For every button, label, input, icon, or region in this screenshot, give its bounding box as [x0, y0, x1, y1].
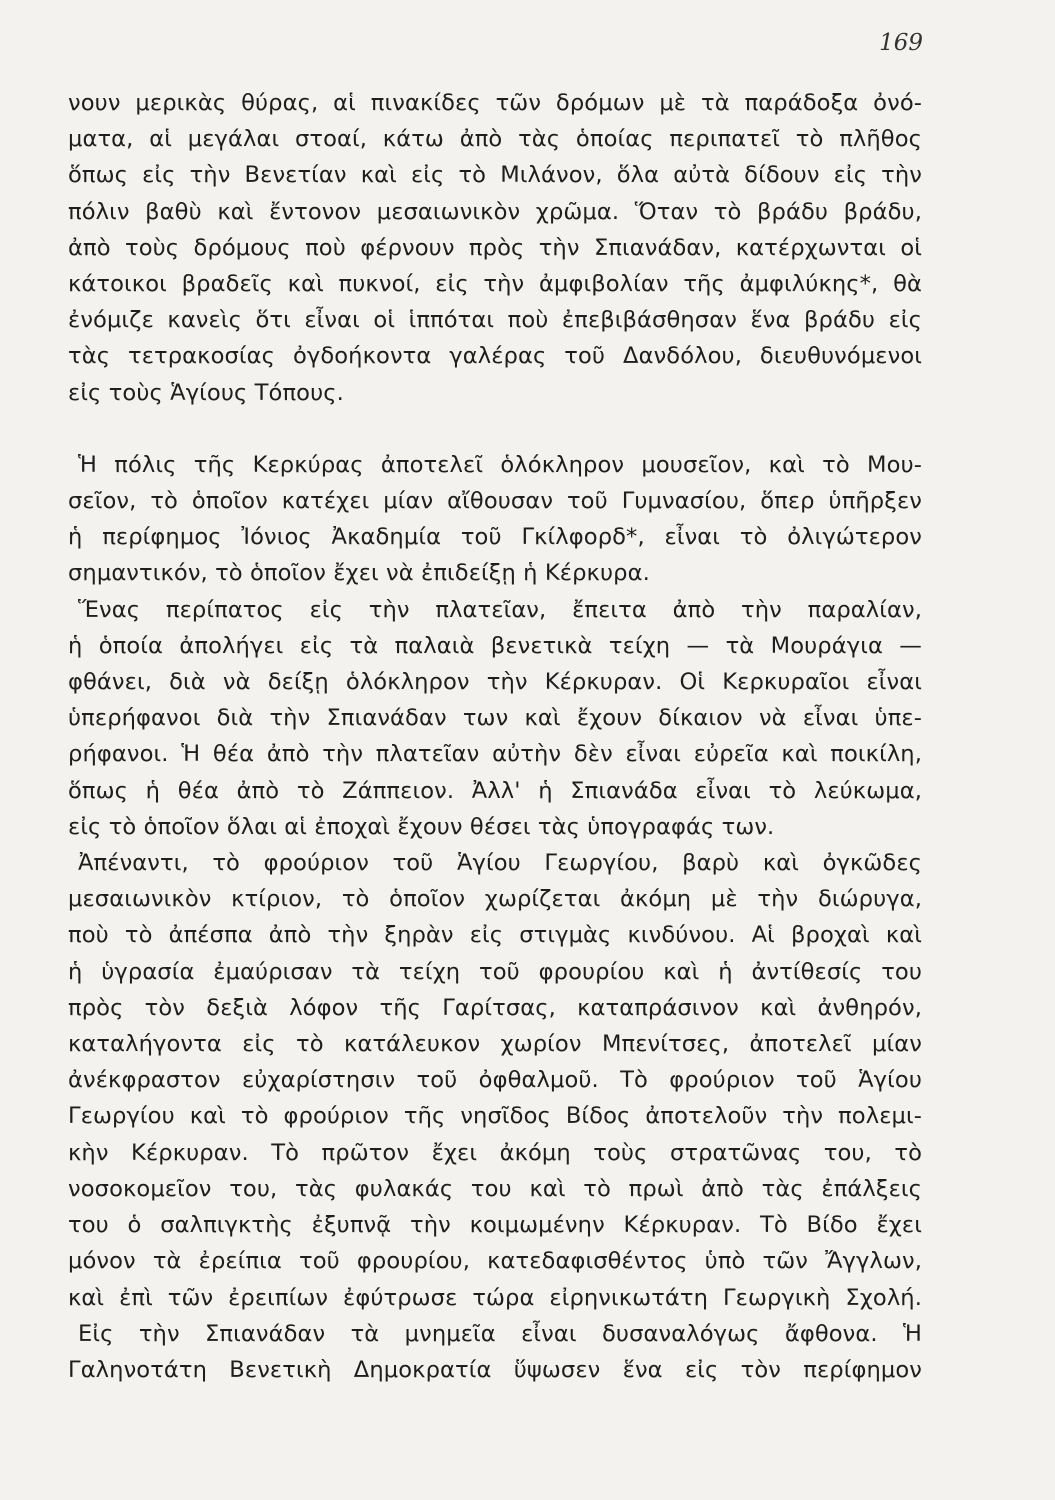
text-line: πόλιν βαθὺ καὶ ἔντονον μεσαιωνικὸν χρῶμα. Ὅταν τὸ βράδυ βράδυ,: [68, 198, 922, 225]
text-line: καταλήγοντα εἰς τὸ κατάλευκον χωρίον Μπενίτσες, ἀποτελεῖ μίαν: [68, 1031, 922, 1058]
text-line: του ὁ σαλπιγκτὴς ἐξυπνᾷ τὴν κοιμωμένην Κέρκυραν. Τὸ Βίδο ἔχει: [68, 1212, 922, 1239]
text-line: εἰς τοὺς Ἁγίους Τόπους.: [68, 379, 344, 406]
text-line: εἰς τὸ ὁποῖον ὅλαι αἱ ἐποχαὶ ἔχουν θέσει τὰς ὑπογραφάς των.: [68, 813, 775, 840]
text-line: μεσαιωνικὸν κτίριον, τὸ ὁποῖον χωρίζεται ἀκόμη μὲ τὴν διώρυγα,: [68, 886, 922, 913]
text-line: Εἰς τὴν Σπιανάδαν τὰ μνημεῖα εἶναι δυσαναλόγως ἄφθονα. Ἡ: [78, 1320, 922, 1347]
paragraph-1: [68, 85, 922, 411]
text-line: Γεωργίου καὶ τὸ φρούριον τῆς νησῖδος Βίδος ἀποτελοῦν τὴν πολεμι-: [68, 1103, 922, 1130]
text-line: νοσοκομεῖον του, τὰς φυλακάς του καὶ τὸ πρωὶ ἀπὸ τὰς ἐπάλξεις: [68, 1175, 922, 1202]
text-line: ὅπως ἡ θέα ἀπὸ τὸ Ζάππειον. Ἀλλ' ἡ Σπιανάδα εἶναι τὸ λεύκωμα,: [68, 777, 922, 804]
text-line: νουν μερικὰς θύρας, αἱ πινακίδες τῶν δρόμων μὲ τὰ παράδοξα ὀνό-: [68, 90, 922, 116]
page-number: 169: [879, 30, 923, 56]
text-line: σεῖον, τὸ ὁποῖον κατέχει μίαν αἴθουσαν τοῦ Γυμνασίου, ὅπερ ὑπῆρξεν: [68, 488, 922, 515]
text-line: κάτοικοι βραδεῖς καὶ πυκνοί, εἰς τὴν ἀμφιβολίαν τῆς ἀμφιλύκης*, θὰ: [68, 271, 922, 298]
paragraph-4: [68, 845, 922, 1316]
text-line: πρὸς τὸν δεξιὰ λόφον τῆς Γαρίτσας, καταπράσινον καὶ ἀνθηρόν,: [68, 994, 922, 1021]
text-line: ἡ ὑγρασία ἐμαύρισαν τὰ τείχη τοῦ φρουρίου καὶ ἡ ἀντίθεσίς του: [68, 958, 922, 985]
text-line: ὑπερήφανοι διὰ τὴν Σπιανάδαν των καὶ ἔχουν δίκαιον νὰ εἶναι ὑπε-: [68, 705, 922, 732]
text-line: ἐνόμιζε κανεὶς ὅτι εἶναι οἱ ἱππόται ποὺ ἐπεβιβάσθησαν ἕνα βράδυ εἰς: [68, 307, 922, 334]
text-line: φθάνει, διὰ νὰ δείξῃ ὁλόκληρον τὴν Κέρκυραν. Οἱ Κερκυραῖοι εἶναι: [68, 669, 922, 696]
text-line: ἡ ὁποία ἀπολήγει εἰς τὰ παλαιὰ βενετικὰ τείχη — τὰ Μουράγια —: [68, 632, 922, 659]
text-line: καὶ ἐπὶ τῶν ἐρειπίων ἐφύτρωσε τώρα εἰρηνικωτάτη Γεωργικὴ Σχολή.: [68, 1284, 922, 1311]
text-line: ὅπως εἰς τὴν Βενετίαν καὶ εἰς τὸ Μιλάνον, ὅλα αὐτὰ δίδουν εἰς τὴν: [68, 162, 922, 189]
body-text: [68, 85, 922, 1388]
text-line: ἡ περίφημος Ἰόνιος Ἀκαδημία τοῦ Γκίλφορδ*, εἶναι τὸ ὀλιγώτερον: [68, 524, 922, 551]
text-line: ποὺ τὸ ἀπέσπα ἀπὸ τὴν ξηρὰν εἰς στιγμὰς κινδύνου. Αἱ βροχαὶ καὶ: [68, 922, 922, 949]
text-line: μόνον τὰ ἐρείπια τοῦ φρουρίου, κατεδαφισθέντος ὑπὸ τῶν Ἄγγλων,: [68, 1248, 922, 1275]
text-line: Ἡ πόλις τῆς Κερκύρας ἀποτελεῖ ὁλόκληρον μουσεῖον, καὶ τὸ Μου-: [78, 451, 922, 478]
text-line: ἀνέκφραστον εὐχαρίστησιν τοῦ ὀφθαλμοῦ. Τὸ φρούριον τοῦ Ἁγίου: [68, 1067, 922, 1094]
text-line: σημαντικόν, τὸ ὁποῖον ἔχει νὰ ἐπιδείξῃ ἡ Κέρκυρα.: [68, 560, 650, 587]
paragraph-5: [68, 1316, 922, 1388]
text-line: κὴν Κέρκυραν. Τὸ πρῶτον ἔχει ἀκόμη τοὺς στρατῶνας του, τὸ: [68, 1139, 922, 1166]
paragraph-3: [68, 592, 922, 845]
paragraph-gap: [68, 411, 922, 447]
text-line: Γαληνοτάτη Βενετικὴ Δημοκρατία ὕψωσεν ἕνα εἰς τὸν περίφημον: [68, 1356, 922, 1383]
paragraph-2: [68, 447, 922, 592]
text-line: ματα, αἱ μεγάλαι στοαί, κάτω ἀπὸ τὰς ὁποίας περιπατεῖ τὸ πλῆθος: [68, 126, 922, 153]
text-line: Ἀπέναντι, τὸ φρούριον τοῦ Ἁγίου Γεωργίου, βαρὺ καὶ ὀγκῶδες: [78, 850, 922, 877]
text-line: ρήφανοι. Ἡ θέα ἀπὸ τὴν πλατεῖαν αὐτὴν δὲν εἶναι εὐρεῖα καὶ ποικίλη,: [68, 741, 922, 768]
text-line: Ἕνας περίπατος εἰς τὴν πλατεῖαν, ἔπειτα ἀπὸ τὴν παραλίαν,: [78, 596, 922, 623]
text-line: τὰς τετρακοσίας ὀγδοήκοντα γαλέρας τοῦ Δανδόλου, διευθυνόμενοι: [68, 343, 922, 370]
text-line: ἀπὸ τοὺς δρόμους ποὺ φέρνουν πρὸς τὴν Σπιανάδαν, κατέρχωνται οἱ: [68, 234, 922, 261]
